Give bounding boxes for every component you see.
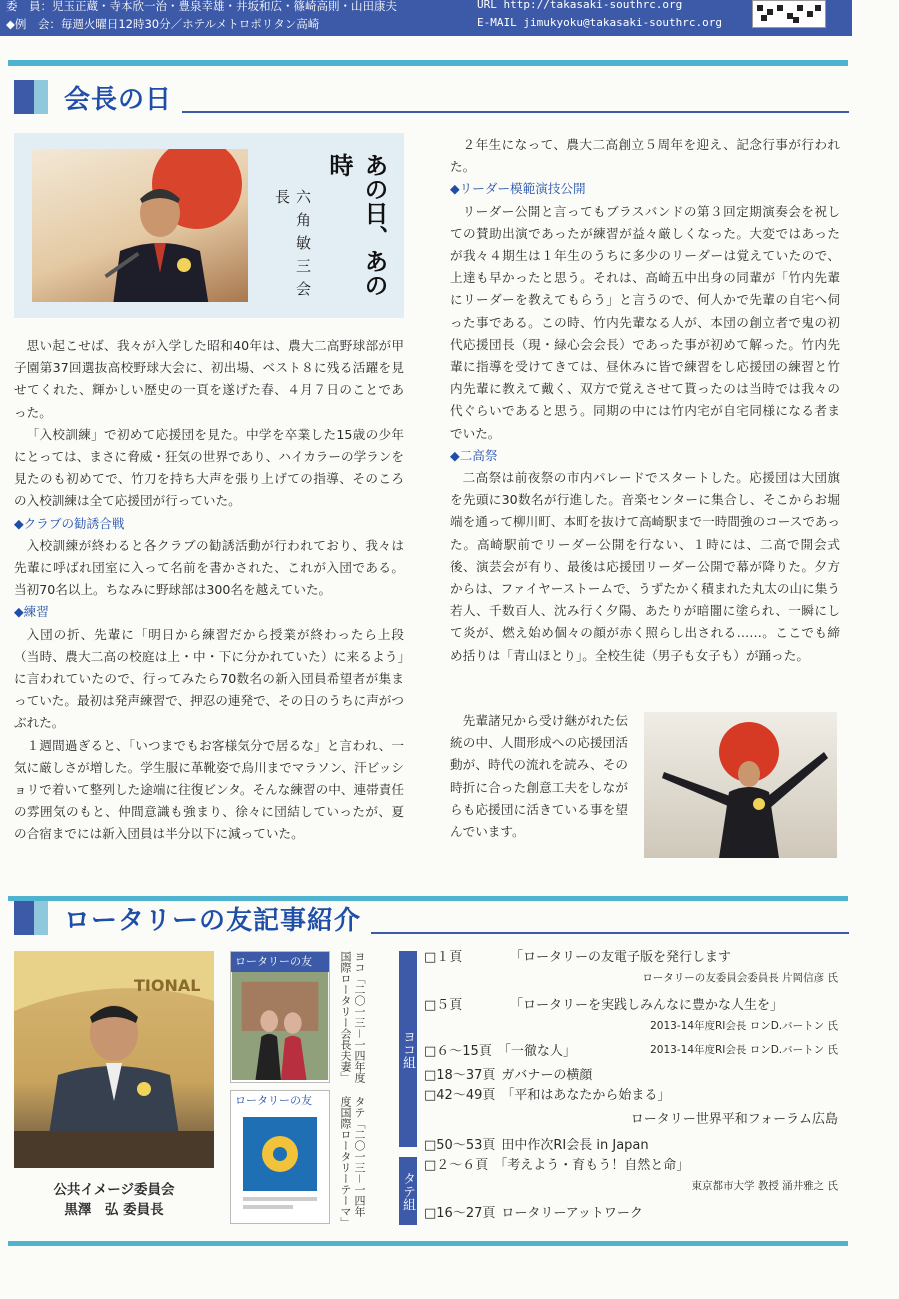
section-title: 会長の日 (64, 84, 173, 115)
toc-item (424, 994, 783, 1013)
author-name: 六角敏三会長 (273, 189, 312, 304)
section-title-2: ロータリーの友記事紹介 (64, 905, 362, 936)
yoko-tag: ヨコ組 (399, 951, 417, 1147)
toc-title: 「ロータリーの友電子版を発行します (510, 950, 732, 965)
toc-item (424, 1202, 643, 1221)
toc-subtitle: ロータリーの友委員会委員長 片岡信彦 氏 (642, 972, 838, 984)
feature-title: あの日、あの時 (325, 153, 389, 297)
paragraph: 思い起こせば、我々が入学した昭和40年は、農大二高野球部が甲子園第37回選抜高校野球大会に、初出場、ベスト８に残る活躍を見せてくれた、輝かしい歴史の一頁を遂げた春、４月７日のことであった。 (14, 338, 404, 420)
magazine-cover-tate: ロータリーの友 (230, 1090, 330, 1224)
url-text[interactable]: URL http://takasaki-southrc.org (477, 0, 683, 11)
tate-tag: タテ組 (399, 1157, 417, 1225)
toc-item (424, 1064, 592, 1083)
toc-title: 田中作次RI会長 in Japan (501, 1138, 649, 1153)
toc-page: □２～６頁 (424, 1158, 489, 1173)
committee-chair-photo (14, 951, 214, 1168)
toc-title: ロータリーアットワーク (501, 1206, 643, 1221)
paragraph: １週間過ぎると、「いつまでもお客様気分で居るな」と言われ、一気に厳しさが増した。学生服に革靴姿で烏川までマラソン、汗ビッショリで着いて整列した途端に往復ビンタ。そんな練習の中、連帯責任の雰囲気のもと、仲間意識も強まり、徐々に団結していったが、夏の合宿までには新入団員は半分以下に減っていた。 (14, 737, 404, 842)
president-photo (32, 149, 248, 302)
toc-page: □５頁 (424, 998, 463, 1013)
toc-page: □１頁 (424, 950, 463, 965)
toc-item (424, 1084, 670, 1103)
toc-page: □16～27頁 (424, 1206, 496, 1221)
subheading: ◆二高祭 (450, 447, 498, 463)
committee-line: 委 員：児玉正蔵・寺本欣一治・豊泉幸雄・井坂和広・篠崎高則・山田康夫 (6, 0, 397, 13)
header-band (0, 0, 852, 36)
toc-item (424, 1134, 649, 1153)
article-left-column (14, 335, 404, 846)
toc-item (424, 946, 731, 965)
paragraph: リーダー公開と言ってもブラスバンドの第３回定期演奏会を祝しての賛助出演であったが練習が益々厳しくなった。大変ではあったが我々４期生は１年生のうちに多少のリーダーは覚えていたので、上達も早かったと思う。それは、高崎五中出身の同輩が「竹内先輩にリーダーを教えてもらう」と言うので、何人かで先輩の自宅へ伺った事である。この時、竹内先輩なる人が、本団の創立者で鬼の初代応援団長（現・緑心会会長）であった事が初めて解った。竹内先輩に指導を受けてきては、昼休みに皆で練習をし応援団の練習と竹内先輩に教えて戴く、双方で覚えさせて貰ったのは当時では我々の代ぐらいであると思う。同期の中には竹内宅が自宅同様になる者までいた。 (450, 203, 840, 441)
article-right-column (450, 134, 840, 667)
cheering-photo (644, 712, 837, 858)
paragraph: ２年生になって、農大二高創立５周年を迎え、記念行事が行われた。 (450, 137, 840, 175)
paragraph: 二高祭は前夜祭の市内パレードでスタートした。応援団は大団旗を先頭に30数名が行進した。音楽センターに集合し、そこからお堀端を通って柳川町、本町を抜けて高崎駅まで一時間強のコースであった。高崎駅前でリーダー公開を行ない、１時には、二高で開会式後、演芸会が有り、最後は応援団リーダー公開で幕が降りた。夕方からは、ファイヤーストームで、うずたかく積まれた丸太の山に集う若人、千数百人、沈み行く夕陽、あたりが暗闇に塗られ、一瞬にして炎が、燃え始め個々の顔が赤く照らし出される……。ここでも締め括りは「青山ほとり」。全校生徒（男子も女子も）が踊った。 (450, 470, 840, 663)
toc-page: □18～37頁 (424, 1068, 496, 1083)
meeting-line: ◆例 会：毎週火曜日12時30分／ホテルメトロポリタン高崎 (6, 17, 320, 31)
toc-title: 「一徹な人」 (497, 1044, 576, 1059)
paragraph: 入校訓練が終わると各クラブの勧誘活動が行われており、我々は先輩に呼ばれ団室に入って名前を書かされた、これが入団である。当初70名以上。ちなみに野球部は300名を越えていた。 (14, 537, 404, 598)
closing-paragraph: 先輩諸兄から受け継がれた伝統の中、人間形成への応援団活動が、時代の流れを読み、その時折に合った創意工夫をしながらも応援団に活きている事を望んでいます。 (450, 713, 628, 840)
feature-header-box (14, 133, 404, 318)
toc-title: 「平和はあなたから始まる」 (501, 1088, 671, 1103)
magazine-note-yoko: ヨコ「二〇一三－一四年度国際ロータリー会長夫妻」 (339, 951, 366, 1083)
email-text[interactable]: E-MAIL jimukyoku@takasaki-southrc.org (477, 16, 723, 29)
toc-item (424, 1154, 689, 1173)
toc-page: □42～49頁 (424, 1088, 496, 1103)
subheading: ◆練習 (14, 604, 49, 620)
svg-text:TIONAL: TIONAL (134, 976, 201, 995)
qr-code-icon (752, 0, 826, 28)
paragraph: 入団の折、先輩に「明日から練習だから授業が終わったら上段（当時、農大二高の校庭は上・中・下に分かれていた）に来るよう」に言われていたので、行ってみたら70数名の新入団員希望者が集まっていた。最初は発声練習で、押忍の連発で、その日のうちに声がつぶれた。 (14, 626, 404, 731)
toc-item (424, 1040, 576, 1059)
paragraph: 「入校訓練」で初めて応援団を見た。中学を卒業した15歳の少年にとっては、まさに脅威・狂気の世界であり、ハイカラーの学ランを見たのも初めてで、竹刀を持ち大声を張り上げての指導、そのころの入校訓練は全て応援団が行っていた。 (14, 426, 404, 509)
article-list (424, 946, 838, 1236)
toc-title: 「ロータリーを実践しみんなに豊かな人生を」 (510, 998, 784, 1013)
toc-subtitle: 東京都市大学 教授 涌井雅之 氏 (691, 1180, 838, 1192)
toc-title: ガバナーの横顔 (501, 1068, 593, 1083)
subheading: ◆クラブの勧誘合戦 (14, 515, 125, 531)
toc-subtitle: 2013-14年度RI会長 ロンD.バートン 氏 (650, 1044, 838, 1056)
section-header-rotary (14, 898, 849, 938)
section-header-president (14, 77, 849, 117)
toc-page: □50～53頁 (424, 1138, 496, 1153)
footer-rule (8, 1241, 848, 1246)
magazine-cover-yoko: ロータリーの友 (230, 951, 330, 1083)
toc-page: □６～15頁 (424, 1044, 492, 1059)
toc-subtitle: ロータリー世界平和フォーラム広島 (630, 1112, 838, 1127)
toc-title: 「考えよう・育もう！自然と命」 (494, 1158, 690, 1173)
photo-caption: 公共イメージ委員会 黒澤 弘 委員長 (53, 1182, 175, 1218)
section-rule (8, 60, 848, 66)
toc-subtitle: 2013-14年度RI会長 ロンD.バートン 氏 (650, 1020, 838, 1032)
magazine-note-tate: タテ「二〇一三－一四年度国際ロータリーテーマ」 (339, 1096, 366, 1228)
subheading: ◆リーダー模範演技公開 (450, 181, 586, 197)
